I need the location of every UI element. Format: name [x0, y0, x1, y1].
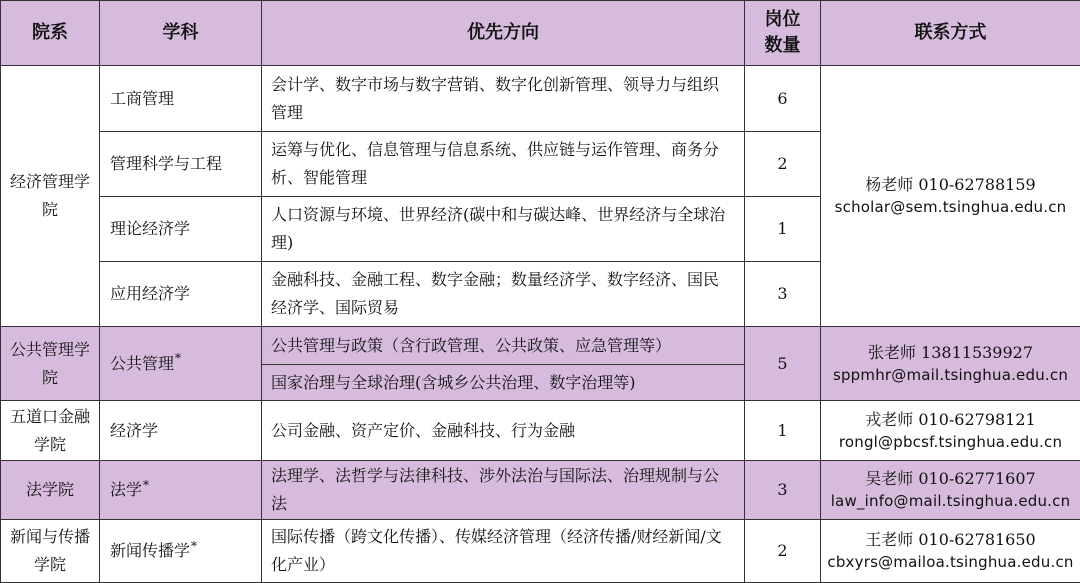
subject-cell	[100, 461, 262, 520]
header-quota	[745, 1, 821, 66]
subject-cell	[100, 327, 262, 401]
header-direction: 优先方向	[262, 1, 745, 66]
header-contact: 联系方式	[821, 1, 1080, 66]
subject-name: 公共管理	[110, 354, 174, 373]
quota-cell: 1	[745, 197, 821, 262]
table-row	[1, 327, 1080, 365]
contact-cell	[821, 520, 1080, 583]
contact-name: 吴老师 010-62771607	[821, 468, 1080, 490]
star-mark: *	[175, 351, 181, 365]
contact-cell	[821, 66, 1080, 327]
quota-cell: 2	[745, 132, 821, 197]
subject-name: 新闻传播学	[110, 541, 190, 560]
contact-email[interactable]: rongl@pbcsf.tsinghua.edu.cn	[821, 431, 1080, 453]
subject-cell: 应用经济学	[100, 262, 262, 327]
header-dept: 院系	[1, 1, 100, 66]
quota-cell: 2	[745, 520, 821, 583]
table-row	[1, 461, 1080, 520]
contact-email[interactable]: cbxyrs@mailoa.tsinghua.edu.cn	[821, 551, 1080, 573]
header-quota-line2: 数量	[765, 35, 801, 56]
direction-cell: 公共管理与政策（含行政管理、公共政策、应急管理等）	[262, 327, 745, 365]
dept-cell: 经济管理学院	[1, 66, 100, 327]
dept-cell: 法学院	[1, 461, 100, 520]
contact-email[interactable]: sppmhr@mail.tsinghua.edu.cn	[821, 364, 1080, 386]
contact-email[interactable]: law_info@mail.tsinghua.edu.cn	[821, 490, 1080, 512]
direction-cell: 人口资源与环境、世界经济(碳中和与碳达峰、世界经济与全球治理)	[262, 197, 745, 262]
subject-cell	[100, 520, 262, 583]
table-header-row	[1, 1, 1080, 66]
subject-cell: 管理科学与工程	[100, 132, 262, 197]
dept-cell: 公共管理学院	[1, 327, 100, 401]
dept-cell: 五道口金融学院	[1, 401, 100, 461]
table-row	[1, 520, 1080, 583]
direction-cell: 法理学、法哲学与法律科技、涉外法治与国际法、治理规制与公法	[262, 461, 745, 520]
star-mark: *	[143, 478, 149, 492]
contact-cell	[821, 461, 1080, 520]
direction-cell: 金融科技、金融工程、数字金融；数量经济学、数字经济、国民经济学、国际贸易	[262, 262, 745, 327]
contact-email[interactable]: scholar@sem.tsinghua.edu.cn	[821, 196, 1080, 218]
direction-cell: 国家治理与全球治理(含城乡公共治理、数字治理等)	[262, 365, 745, 401]
table-row	[1, 66, 1080, 132]
contact-name: 王老师 010-62781650	[821, 529, 1080, 551]
contact-name: 张老师 13811539927	[821, 342, 1080, 364]
dept-cell: 新闻与传播学院	[1, 520, 100, 583]
direction-cell: 会计学、数字市场与数字营销、数字化创新管理、领导力与组织管理	[262, 66, 745, 132]
contact-name: 杨老师 010-62788159	[821, 174, 1080, 196]
quota-cell: 3	[745, 262, 821, 327]
subject-cell	[100, 401, 262, 461]
quota-cell: 3	[745, 461, 821, 520]
direction-cell: 国际传播（跨文化传播）、传媒经济管理（经济传播/财经新闻/文化产业）	[262, 520, 745, 583]
direction-cell: 运筹与优化、信息管理与信息系统、供应链与运作管理、商务分析、智能管理	[262, 132, 745, 197]
subject-cell: 工商管理	[100, 66, 262, 132]
direction-cell: 公司金融、资产定价、金融科技、行为金融	[262, 401, 745, 461]
header-quota-line1: 岗位	[765, 9, 801, 30]
quota-cell: 5	[745, 327, 821, 401]
table-row	[1, 401, 1080, 461]
star-mark: *	[191, 539, 197, 553]
subject-name: 经济学	[110, 421, 158, 440]
quota-cell: 1	[745, 401, 821, 461]
quota-cell: 6	[745, 66, 821, 132]
contact-cell	[821, 401, 1080, 461]
subject-cell: 理论经济学	[100, 197, 262, 262]
header-subject: 学科	[100, 1, 262, 66]
subject-name: 法学	[110, 480, 142, 499]
contact-cell	[821, 327, 1080, 401]
contact-name: 戎老师 010-62798121	[821, 409, 1080, 431]
